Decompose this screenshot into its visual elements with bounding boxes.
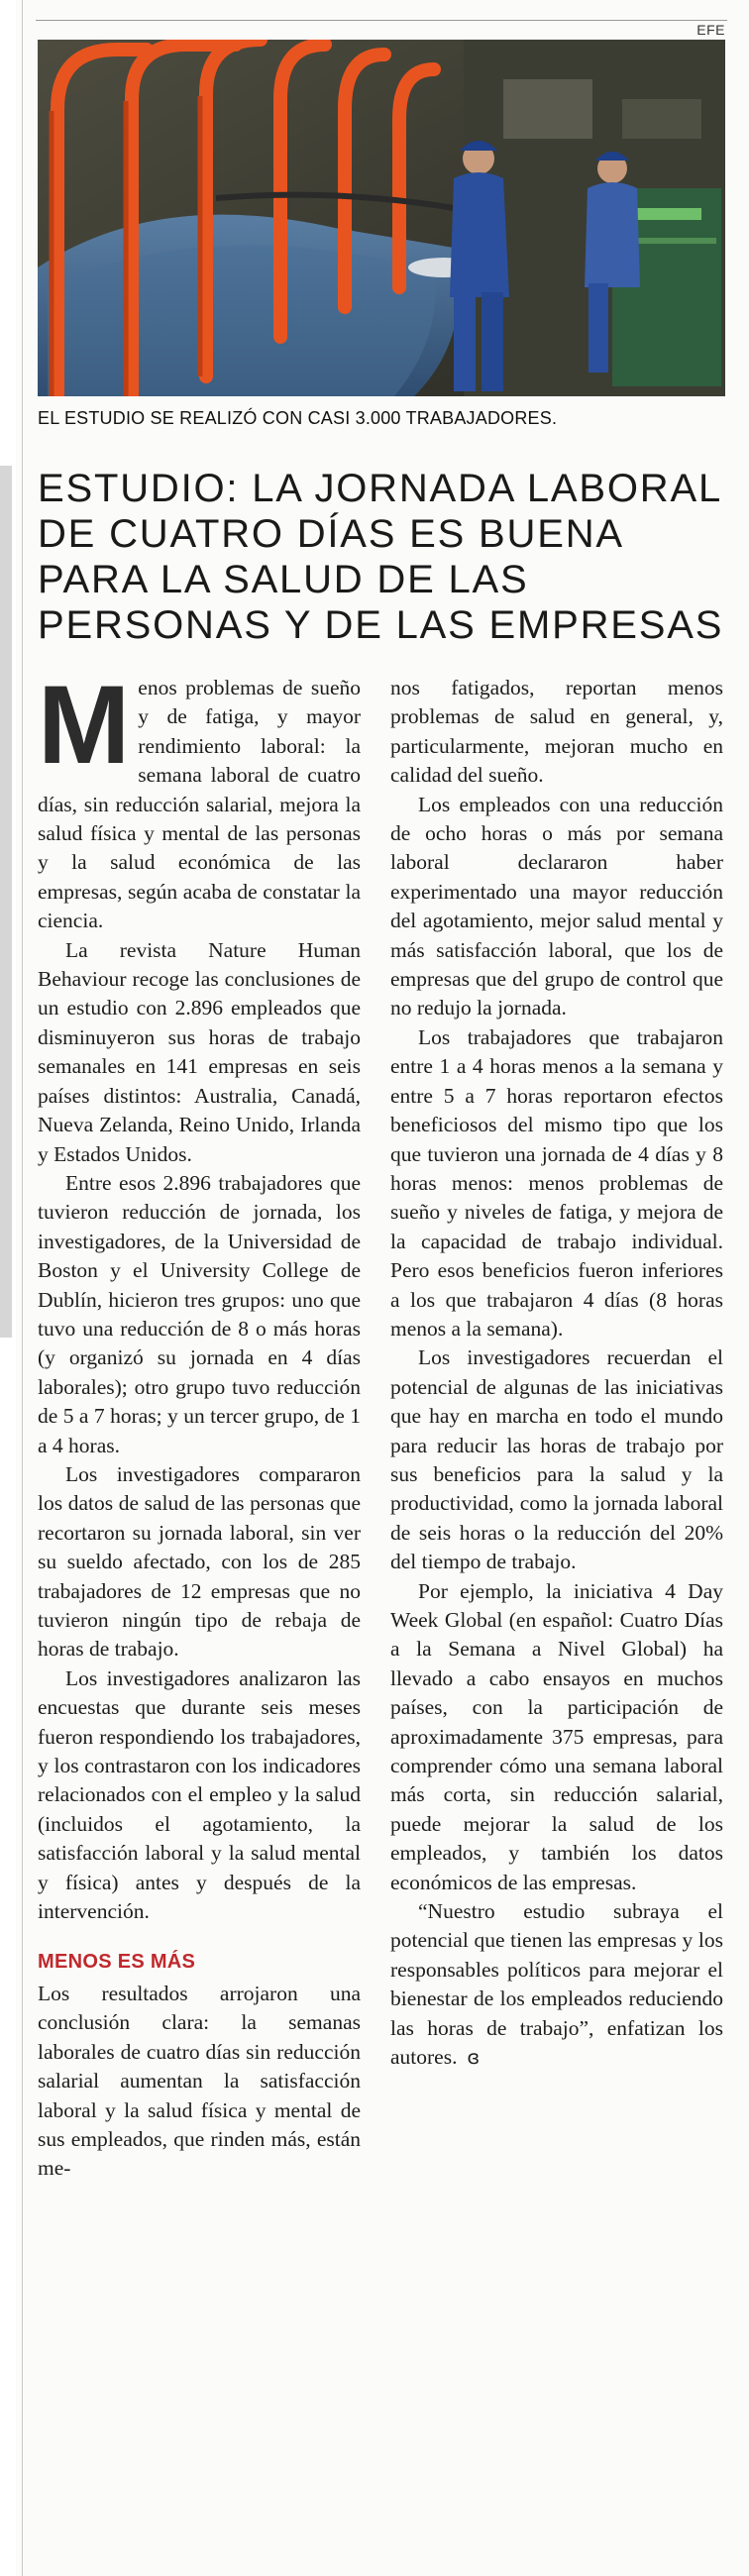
closing-paragraph bbox=[390, 1897, 723, 2073]
paragraph: Los investigadores recuerdan el potencial de algunas de las iniciativas que hay en marcha en todo el mundo para reducir las horas de trabajo por sus beneficios para la salud y la productividad, como la jornada laboral de seis horas o la reducción del 20% del tiempo de trabajo. bbox=[390, 1345, 723, 1574]
top-rule bbox=[36, 20, 727, 21]
paragraph: Los empleados con una reducción de ocho horas o más por semana laboral declararon haber experimentado una mayor reducción del agotamiento, mejor salud mental y más satisfacción laboral, que los de empresas que del grupo de control que no redujo la jornada. bbox=[390, 792, 723, 1020]
paragraph: Entre esos 2.896 trabajadores que tuvieron reducción de jornada, los investigadores, de la Universidad de Boston y el University College de Dublín, hicieron tres grupos: uno que tuvo una reducción de 8 o más horas (y organizó su jornada en 4 días laborales); otro grupo tuvo reducción de 5 a 7 horas; y un tercer grupo, de 1 a 4 horas. bbox=[38, 1170, 361, 1457]
adjacent-column-shadow bbox=[0, 466, 12, 1338]
lead-paragraph bbox=[38, 663, 361, 936]
photo-credit: EFE bbox=[696, 22, 725, 38]
lead-text: enos problemas de sueño y de fatiga, y mayor rendimiento laboral: la semana laboral de cuatro días, sin reducción salarial, mejora la salud física y mental de las personas y la salud económica de las empresas, según acaba de constatar la ciencia. bbox=[38, 676, 361, 933]
factory-illustration bbox=[38, 40, 725, 396]
paragraph: Por ejemplo, la iniciativa 4 Day Week Global (en español: Cuatro Días a la Semana a Nivel Global) ha llevado a cabo ensayos en muchos países, con la participación de aproximadamente 375 empresas, para comprender cómo una semana laboral más corta, sin reducción salarial, puede mejorar la salud de los empleados, y también los datos económicos de las empresas. bbox=[390, 1578, 723, 1894]
paragraph: La revista Nature Human Behaviour recoge las conclusiones de un estudio con 2.896 empleados que disminuyeron sus horas de trabajo semanales en 141 empresas en seis países distintos: Australia, Canadá, Nueva Zelanda, Reino Unido, Irlanda y Estados Unidos. bbox=[38, 937, 361, 1166]
paragraph: Los resultados arrojaron una conclusión clara: la semanas laborales de cuatro días sin reducción salarial aumentan la satisfacción laboral y la salud física y mental de sus empleados, que rinden más, están me- bbox=[38, 1981, 361, 2181]
closing-text: “Nuestro estudio subraya el potencial que tienen las empresas y los responsables políticos para mejorar el bienestar de los empleados reduciendo las horas de trabajo”, enfatizan los autores. bbox=[390, 1899, 723, 2070]
article-column-right bbox=[390, 674, 723, 2074]
subheading: MENOS ES MÁS bbox=[38, 1951, 196, 1974]
article-column-left bbox=[38, 663, 361, 2184]
gutter-rule bbox=[22, 0, 23, 2576]
paragraph-continued: nos fatigados, reportan menos problemas de salud en general, y, particularmente, mejoran mucho en calidad del sueño. bbox=[390, 676, 723, 788]
paragraph: Los investigadores analizaron las encuestas que durante seis meses fueron respondiendo los trabajadores, y los contrastaron con los indicadores relacionados con el empleo y la salud (incluidos el agotamiento, la satisfacción laboral y la salud mental y física) antes y después de la intervención. bbox=[38, 1665, 361, 1924]
end-mark-icon: ɞ bbox=[467, 2047, 481, 2070]
paragraph: Los trabajadores que trabajaron entre 1 a 4 horas menos a la semana y entre 5 a 7 horas reportaron efectos beneficiosos del mismo tipo que los que tuvieron una jornada de 4 días y 8 horas menos: menos problemas de sueño y niveles de fatiga, y mejora de la capacidad de trabajo individual. Pero esos beneficios fueron inferiores a los que trabajaron 4 días (8 horas menos a la semana). bbox=[390, 1024, 723, 1341]
paragraph: Los investigadores compararon los datos de salud de las personas que recortaron su jornada laboral, sin ver su sueldo afectado, con los de 285 trabajadores de 12 empresas que no tuvieron ningún tipo de rebaja de horas de trabajo. bbox=[38, 1461, 361, 1662]
photo-caption: EL ESTUDIO SE REALIZÓ CON CASI 3.000 TRABAJADORES. bbox=[38, 408, 558, 428]
headline: ESTUDIO: LA JORNADA LABORAL DE CUATRO DÍAS ES BUENA PARA LA SALUD DE LAS PERSONAS Y DE LAS EMPRESAS bbox=[38, 467, 724, 647]
factory-photo bbox=[38, 40, 725, 396]
dropcap: M bbox=[38, 663, 131, 787]
